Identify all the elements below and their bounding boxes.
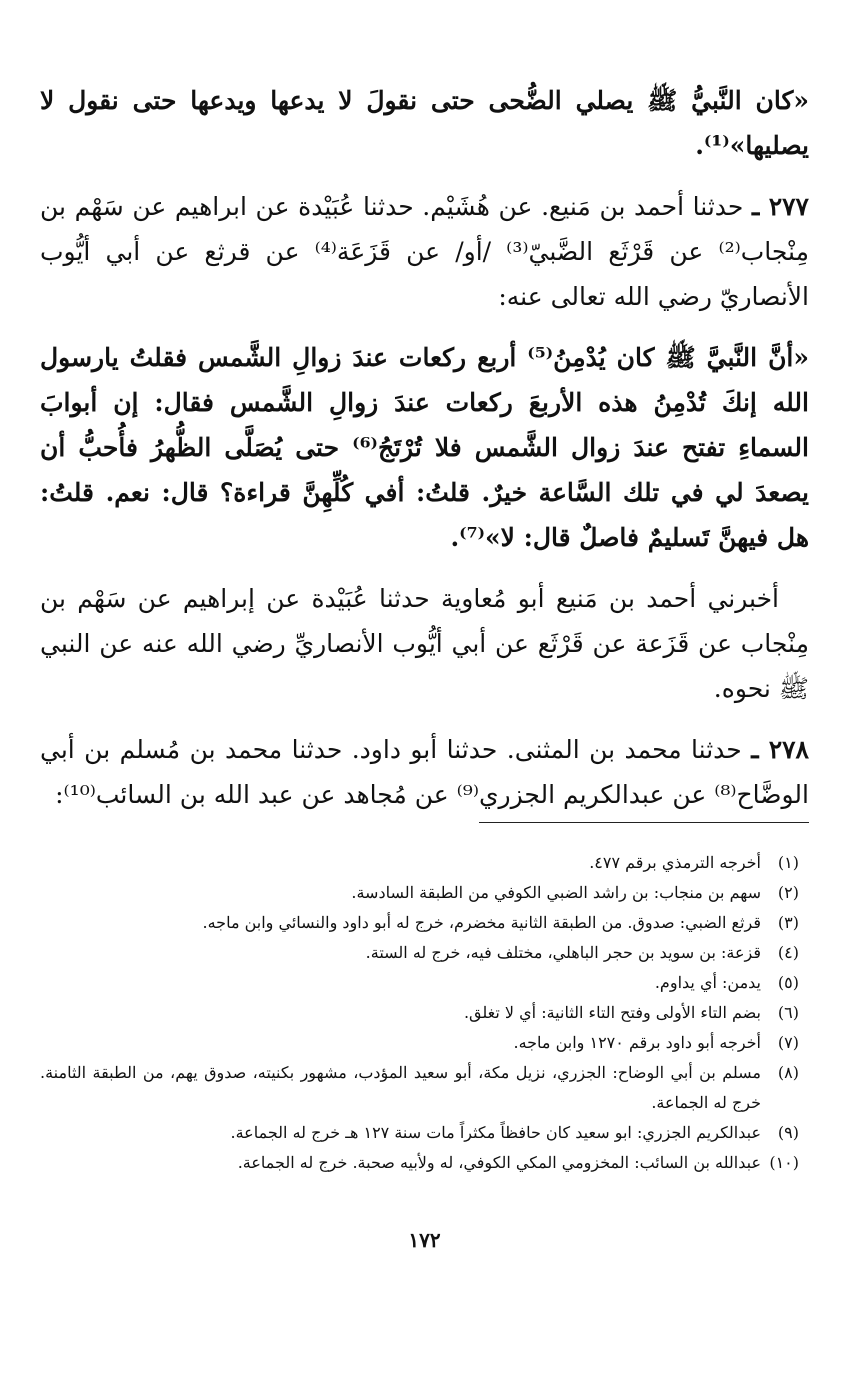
footnote-item <box>40 1148 809 1178</box>
footnote-item <box>40 938 809 968</box>
footnote-text: أخرجه الترمذي برقم ٤٧٧. <box>589 853 761 872</box>
footnote-number: (١٠) <box>769 1153 799 1172</box>
footnote-text: مسلم بن أبي الوضاح: الجزري، نزيل مكة، أبو سعيد المؤدب، مشهور بكنيته، صدوق يهم، من الطبقة الثامنة. خرج له الجماعة. <box>40 1063 761 1112</box>
footnote-number: (٧) <box>777 1033 799 1052</box>
footnote-number: (١) <box>777 853 799 872</box>
hadith-277-text: «أنَّ النَّبيَّ ﷺ كان يُدْمِنُ⁽⁵⁾ أربع ركعات عندَ زوالِ الشَّمس فقلتُ يارسول الله إنكَ تُدْمِنُ هذه الأربعَ ركعات عندَ زوالِ الشَّمس فقال: إن أبوابَ السماءِ تفتح عندَ زوال الشَّمس فلا تُرْتَجُ⁽⁶⁾ حتى يُصَلَّى الظُّهرُ فأُحبُّ أن يصعدَ لي في تلك السَّاعة خيرٌ. قلتُ: أفي كُلِّهِنَّ قراءة؟ قال: نعم. قلتُ: هل فيهنَّ تَسليمٌ فاصلٌ قال: لا»⁽⁷⁾. <box>40 343 810 552</box>
footnote-item <box>40 998 809 1028</box>
footnote-item <box>40 848 809 878</box>
hadith-277-isnad-text: حدثنا أحمد بن مَنيع. عن هُشَيْم. حدثنا عُبَيْدة عن ابراهيم عن سَهْم بن مِنْجاب⁽²⁾ عن قَرْثَع الضَّبيّ⁽³⁾ /أو/ عن قَزَعَة⁽⁴⁾ عن قرثع عن أبي أيُّوب الأنصاريّ رضي الله تعالى عنه: <box>40 192 809 311</box>
footnote-number: (٩) <box>777 1123 799 1142</box>
hadith-277-number: ٢٧٧ ـ <box>751 192 809 221</box>
footnote-text: بضم التاء الأولى وفتح التاء الثانية: أي لا تغلق. <box>463 1003 761 1022</box>
footnote-item <box>40 968 809 998</box>
footnote-number: (٨) <box>777 1063 799 1082</box>
footnote-text: عبدالكريم الجزري: ابو سعيد كان حافظاً مكثراً مات سنة ١٢٧ هـ خرج له الجماعة. <box>230 1123 761 1142</box>
footnote-text: يدمن: أي يداوم. <box>654 973 761 992</box>
footnote-text: قرثع الضبي: صدوق. من الطبقة الثانية مخضرم، خرج له أبو داود والنسائي وابن ماجه. <box>202 913 761 932</box>
hadith-276-text: «كان النَّبيُّ ﷺ يصلي الضُّحى حتى نقولَ لا يدعها ويدعها حتى نقول لا يصليها»⁽¹⁾. <box>40 86 809 160</box>
hadith-277-isnad <box>40 184 809 319</box>
footnote-number: (٤) <box>777 943 799 962</box>
footnote-item <box>40 908 809 938</box>
footnote-separator <box>479 822 809 823</box>
footnote-text: عبدالله بن السائب: المخزومي المكي الكوفي، له ولأبيه صحبة. خرج له الجماعة. <box>237 1153 761 1172</box>
footnote-text: أخرجه أبو داود برقم ١٢٧٠ وابن ماجه. <box>513 1033 761 1052</box>
footnote-item <box>40 1058 809 1118</box>
hadith-278-isnad <box>40 727 809 817</box>
page-number: ١٧٢ <box>408 1228 441 1252</box>
hadith-278-number: ٢٧٨ ـ <box>751 735 809 764</box>
main-text <box>40 78 809 817</box>
footnote-text: سهم بن منجاب: بن راشد الضبي الكوفي من الطبقة السادسة. <box>351 883 761 902</box>
footnote-item <box>40 1028 809 1058</box>
hadith-278-isnad-text: حدثنا محمد بن المثنى. حدثنا أبو داود. حدثنا محمد بن مُسلم بن أبي الوضَّاح⁽⁸⁾ عن عبدالكريم الجزري⁽⁹⁾ عن مُجاهد عن عبد الله بن السائب⁽¹⁰⁾: <box>40 735 809 809</box>
hadith-277-alt-chain: أخبرني أحمد بن مَنيع أبو مُعاوية حدثنا عُبَيْدة عن إبراهيم عن سَهْم بن مِنْجاب عن قَزَعة عن قَرْثَع عن أبي أيُّوب الأنصاريِّ رضي الله عنه عن النبي ﷺ نحوه. <box>40 584 809 703</box>
footnotes <box>40 848 809 1178</box>
footnote-item <box>40 1118 809 1148</box>
footnote-number: (٦) <box>777 1003 799 1022</box>
footnote-item <box>40 878 809 908</box>
footnote-number: (٢) <box>777 883 799 902</box>
footnote-number: (٥) <box>777 973 799 992</box>
footnote-text: قزعة: بن سويد بن حجر الباهلي، مختلف فيه، خرج له الستة. <box>365 943 761 962</box>
footnote-number: (٣) <box>777 913 799 932</box>
